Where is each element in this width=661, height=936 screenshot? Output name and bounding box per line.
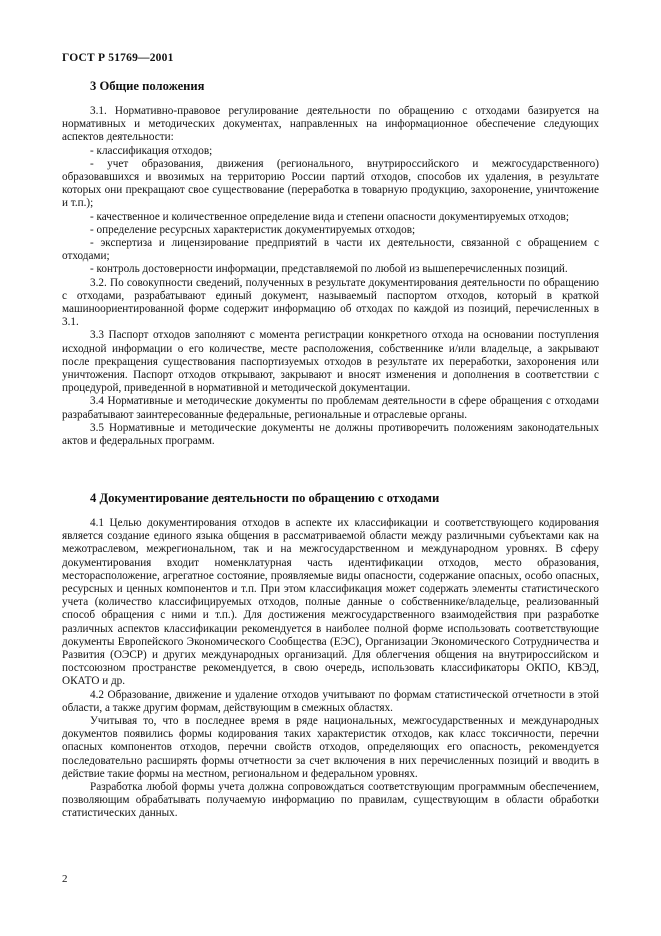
list-item-hazard-definition: - качественное и количественное определение вида и степени опасности документируемых отходов; — [90, 210, 569, 223]
section-4-body — [62, 517, 599, 821]
list-item-accounting: - учет образования, движения (регионального, внутрироссийского и межгосударственного) образовавшихся и ввозимых на территорию России партий отходов, способов их удаления, в результате которых они прекращают свое существование (переработка в товарную продукцию, захоронение, уничтожение и т.п.); — [62, 157, 599, 210]
section-4-heading: 4 Документирование деятельности по обращению с отходами — [90, 491, 440, 505]
paragraph-3-4: 3.4 Нормативные и методические документы по проблемам деятельности в сфере обращения с отходами разрабатывают заинтересованные федеральные, региональные и отраслевые органы. — [62, 395, 599, 421]
paragraph-4-2-continued: Учитывая то, что в последнее время в ряде национальных, межгосударственных и международных документов появились формы кодирования таких характеристик отходов, как класс токсичности, перечни опасных компонентов отходов, перечни свойств отходов, определяющих его опасность, рекомендуется последовательно расширять формы отчетности за счет включения в них перечисленных позиций и вводить в действие такие формы на местном, региональном и федеральном уровнях. — [62, 715, 599, 780]
list-item-expertise-licensing: - экспертиза и лицензирование предприятий в части их деятельности, связанной с обращением с отходами; — [62, 237, 599, 263]
list-item-classification: - классификация отходов; — [90, 144, 213, 157]
list-item-resource-characteristics: - определение ресурсных характеристик документируемых отходов; — [90, 223, 416, 236]
section-3-body — [62, 105, 599, 448]
paragraph-3-1: 3.1. Нормативно-правовое регулирование деятельности по обращению с отходами базируется на нормативных и методических документах, направленных на информационное обеспечение следующих аспектов деятельности: — [62, 105, 599, 144]
paragraph-4-2-software: Разработка любой формы учета должна сопровождаться соответствующим программным обеспечением, позволяющим обрабатывать получаемую информацию по правилам, существующим в области обработки статистических данных. — [62, 781, 599, 820]
paragraph-3-5: 3.5 Нормативные и методические документы не должны противоречить положениям законодательных актов и федеральных программ. — [62, 421, 599, 448]
paragraph-4-1: 4.1 Целью документирования отходов в аспекте их классификации и соответствующего кодирования является создание единого языка общения в рассматриваемой области между различными субъектами как на межотраслевом, межрегиональном, так и на межгосударственном и международном уровнях. В сферу документирования входит номенклатурная часть идентификации отходов, место образования, месторасположение, агрегатное состояние, проявляемые виды опасности, содержание опасных, особо опасных, ресурсных и ценных компонентов и т.п. При этом классификация может содержать элементы статистического учета (количество классифицируемых отходов, полные данные о собственнике/владельце, реализованный способ обращения с ними и т.п.). Для достижения межгосударственного взаимодействия при разработке различных аспектов классификации рекомендуется в наиболее полной форме использовать соответствующие документы Европейского Экономического Сообщества (ЕЭС), Организации Экономического Сотрудничества и Развития (ОЭСР) и других международных организаций. Для облегчения общения на внутрироссийском и постсоюзном пространстве рекомендуется, в свою очередь, использовать классификаторы ОКПО, КВЭД, ОКАТО и др. — [62, 517, 599, 688]
page-number: 2 — [62, 873, 68, 885]
paragraph-4-2: 4.2 Образование, движение и удаление отходов учитывают по формам статистической отчетности в этой области, а также другим формам, действующим в смежных областях. — [62, 688, 599, 714]
list-item-control: - контроль достоверности информации, представляемой по любой из вышеперечисленных позиций. — [90, 263, 568, 276]
paragraph-3-2: 3.2. По совокупности сведений, полученных в результате документирования деятельности по обращению с отходами, разрабатывают единый документ, называемый паспортом отходов, который в краткой машиноориентированной форме содержит информацию об отходах по каждой из позиций, перечисленных в 3.1. — [62, 276, 599, 329]
section-3-heading: 3 Общие положения — [90, 79, 205, 93]
standard-id-header: ГОСТ Р 51769—2001 — [62, 52, 174, 64]
paragraph-3-3: 3.3 Паспорт отходов заполняют с момента регистрации конкретного отхода на основании поступления исходной информации о его количестве, месте расположения, собственнике и/или владельце, а закрывают после прекращения существования паспортизуемых отходов в результате их переработки, захоронения или уничтожения. Паспорт отходов открывают, закрывают и вносят изменения и дополнения в соответствии с процедурой, приведенной в нормативной и методической документации. — [62, 329, 599, 395]
